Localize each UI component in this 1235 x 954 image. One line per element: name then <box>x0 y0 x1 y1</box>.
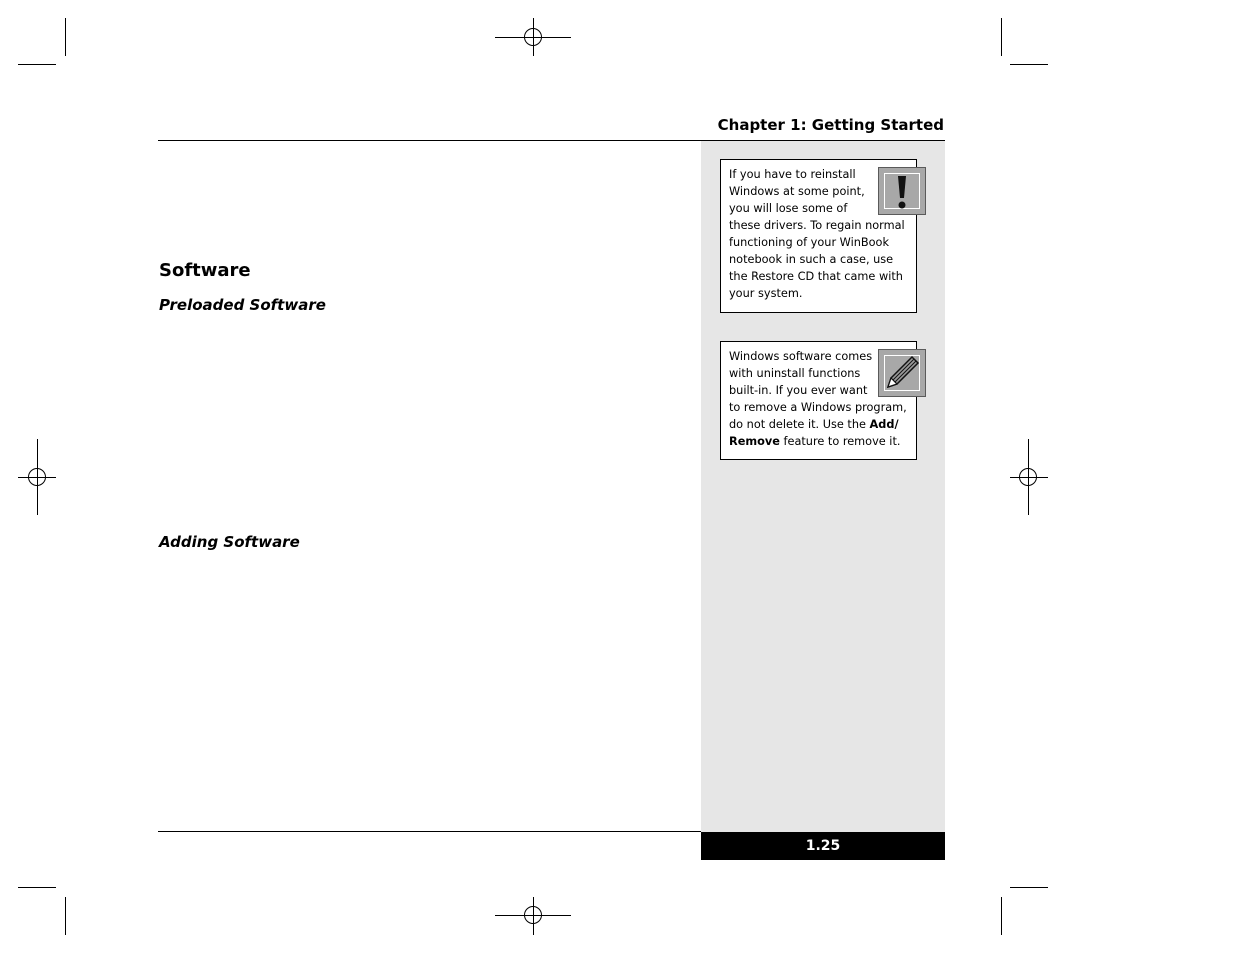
tip-note-text-after: feature to remove it. <box>779 435 901 448</box>
tip-note-bold-term: Add/ Remove <box>729 418 899 448</box>
exclamation-icon <box>878 167 926 215</box>
subsection-title-preloaded: Preloaded Software <box>159 296 326 314</box>
page-number: 1.25 <box>701 832 945 860</box>
pencil-icon <box>878 349 926 397</box>
tip-note-text-before: Windows software comes with uninstall functions built-in. If you ever want to remove a Windows program, do not delete it. Use the <box>729 350 907 431</box>
caution-note-text: If you have to reinstall Windows at some point, you will lose some of these drivers. To regain normal functioning of your WinBook notebook in such a case, use the Restore CD that came with your system. <box>729 168 905 300</box>
footer-rule <box>158 831 701 832</box>
header-rule <box>158 140 945 141</box>
chapter-title: Chapter 1: Getting Started <box>717 116 944 134</box>
section-title: Software <box>159 260 251 281</box>
caution-note <box>720 159 917 313</box>
tip-note <box>720 341 917 460</box>
subsection-title-adding: Adding Software <box>159 533 300 551</box>
